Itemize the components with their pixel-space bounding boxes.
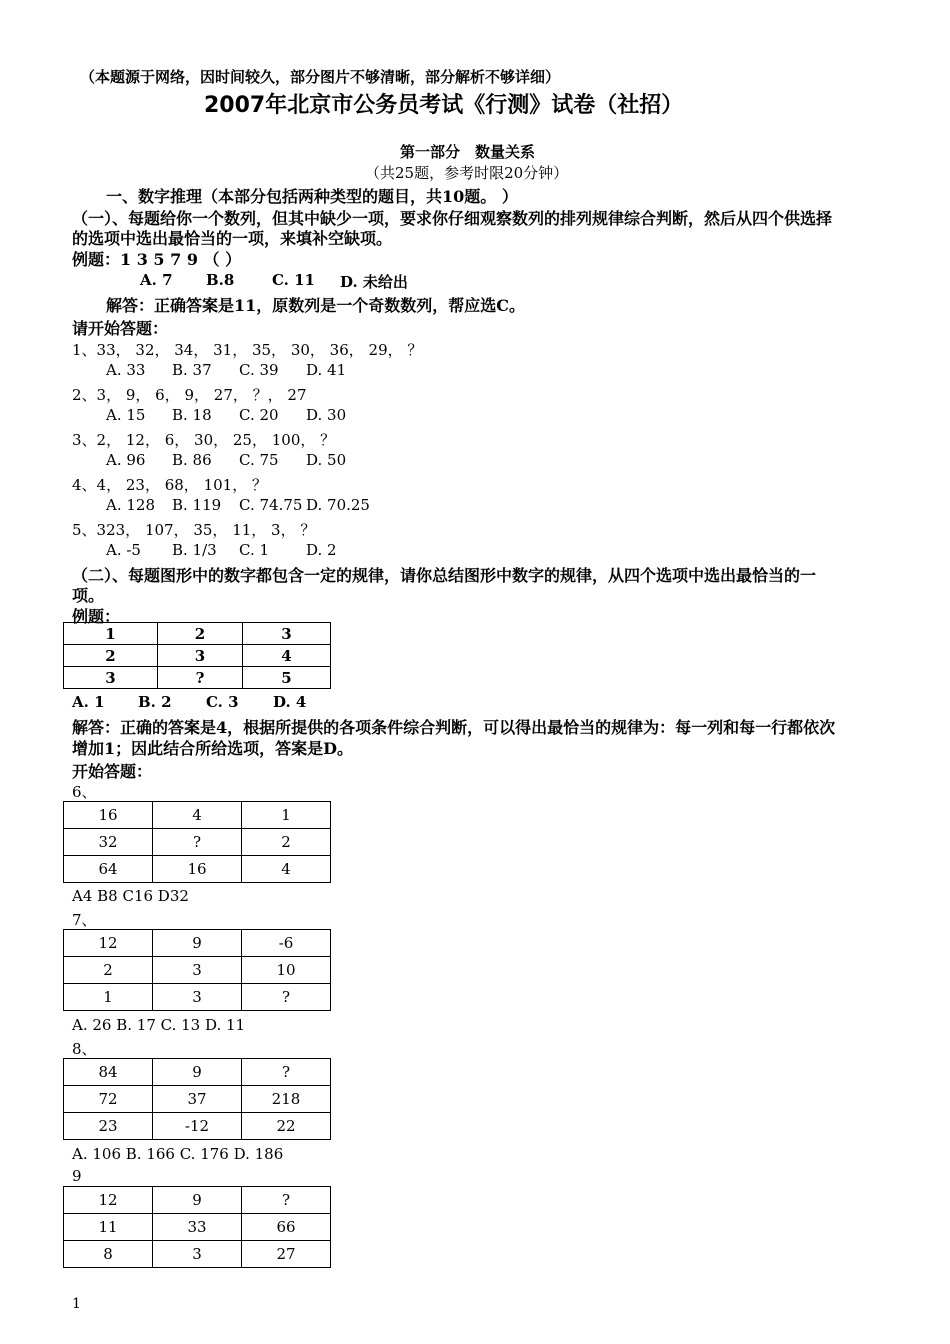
question-3-option-a: A. 96 [106,451,146,469]
section1-start: 请开始答题： [72,319,169,338]
question-6-label: 6、 [72,783,97,801]
grid-cell: 32 [64,829,153,856]
grid-cell: 10 [242,957,331,984]
question-4-option-b: B. 119 [172,496,222,514]
question-5-option-d: D. 2 [306,541,337,559]
question-2-option-c: C. 20 [239,406,279,424]
grid-cell: 23 [64,1113,153,1140]
part-subtitle: （共25题，参考时限20分钟） [365,164,569,182]
part-title: 第一部分 数量关系 [400,143,536,161]
example-grid-table [63,622,331,689]
example1-answer: 解答：正确答案是11，原数列是一个奇数数列，帮应选C。 [106,296,526,315]
question-4-option-a: A. 128 [106,496,155,514]
question-2-option-a: A. 15 [106,406,146,424]
grid-cell: 218 [242,1086,331,1113]
question-2-option-d: D. 30 [306,406,347,424]
question-5-option-c: C. 1 [239,541,270,559]
grid-cell: -12 [153,1113,242,1140]
grid-cell: 8 [64,1241,153,1268]
grid-cell: 84 [64,1059,153,1086]
question-8-table [63,1058,331,1140]
grid-cell: 16 [64,802,153,829]
grid-cell: 1 [64,623,158,645]
grid-cell: 64 [64,856,153,883]
question-3-option-b: B. 86 [172,451,212,469]
section1-intro-line2: 的选项中选出最恰当的一项，来填补空缺项。 [72,229,393,248]
grid-cell: 4 [242,856,331,883]
grid-cell: 22 [242,1113,331,1140]
grid-cell: 4 [153,802,242,829]
question-6-options: A4 B8 C16 D32 [72,887,189,905]
example1-option-c: C. 11 [272,271,315,289]
grid-cell: 11 [64,1214,153,1241]
section1-heading: 一、数字推理（本部分包括两种类型的题目，共10题。 ） [106,187,518,206]
grid-cell: 72 [64,1086,153,1113]
example2-option-a: A. 1 [72,693,105,711]
question-3-option-d: D. 50 [306,451,347,469]
grid-cell: 4 [243,645,331,667]
grid-cell: 1 [242,802,331,829]
grid-cell: 3 [64,667,158,689]
grid-cell: 37 [153,1086,242,1113]
example2-option-c: C. 3 [206,693,239,711]
grid-cell: 66 [242,1214,331,1241]
grid-cell: 12 [64,1187,153,1214]
question-9-label: 9 [72,1167,82,1185]
grid-cell: 5 [243,667,331,689]
example2-answer-line1: 解答：正确的答案是4，根据所提供的各项条件综合判断，可以得出最恰当的规律为：每一列和每一行都依次 [72,718,836,737]
grid-cell: 9 [153,1187,242,1214]
question-2-option-b: B. 18 [172,406,212,424]
question-1-option-d: D. 41 [306,361,347,379]
question-7-options: A. 26 B. 17 C. 13 D. 11 [72,1016,246,1034]
question-8-options: A. 106 B. 166 C. 176 D. 186 [72,1145,284,1163]
grid-cell: 9 [153,1059,242,1086]
example1-option-d: D. 未给出 [340,273,408,291]
grid-cell: 1 [64,984,153,1011]
question-3-stem: 3、2， 12， 6， 30， 25， 100， ？ [72,431,336,449]
grid-cell: 3 [153,984,242,1011]
example2-option-d: D. 4 [273,693,307,711]
grid-cell: ? [242,1187,331,1214]
question-1-stem: 1、33， 32， 34， 31， 35， 30， 36， 29， ？ [72,341,423,359]
question-6-table [63,801,331,883]
example1-option-a: A. 7 [140,271,173,289]
question-4-option-c: C. 74.75 [239,496,303,514]
question-2-stem: 2、3， 9， 6， 9， 27， ？， 27 [72,386,307,404]
grid-cell: 2 [242,829,331,856]
question-5-option-a: A. -5 [106,541,141,559]
section1-example-label: 例题：1 3 5 7 9 （ ） [72,250,242,269]
grid-cell: 3 [153,957,242,984]
question-3-option-c: C. 75 [239,451,279,469]
example1-option-b: B.8 [206,271,235,289]
section2-intro-line1: （二）、每题图形中的数字都包含一定的规律，请你总结图形中数字的规律，从四个选项中选出最恰当的一 [72,566,817,585]
grid-cell: ? [242,984,331,1011]
exam-title: 2007年北京市公务员考试《行测》试卷（社招） [204,93,684,118]
source-note: （本题源于网络，因时间较久，部分图片不够清晰，部分解析不够详细） [80,68,561,86]
question-9-table [63,1186,331,1268]
grid-cell: -6 [242,930,331,957]
question-5-option-b: B. 1/3 [172,541,217,559]
grid-cell: 16 [153,856,242,883]
grid-cell: 12 [64,930,153,957]
section2-example-label: 例题： [72,607,121,626]
grid-cell: 2 [64,645,158,667]
grid-cell: 3 [243,623,331,645]
question-1-option-c: C. 39 [239,361,279,379]
grid-cell: 3 [158,645,243,667]
grid-cell: ? [153,829,242,856]
question-1-option-a: A. 33 [106,361,146,379]
grid-cell: 3 [153,1241,242,1268]
question-7-label: 7、 [72,911,97,929]
section2-start: 开始答题： [72,762,153,781]
grid-cell: 33 [153,1214,242,1241]
section2-intro-line2: 项。 [72,586,105,605]
question-8-label: 8、 [72,1040,97,1058]
question-4-stem: 4、4， 23， 68， 101， ？ [72,476,267,494]
section1-intro-line1: （一）、每题给你一个数列，但其中缺少一项，要求你仔细观察数列的排列规律综合判断，然后从四个供选择 [72,209,833,228]
grid-cell: 9 [153,930,242,957]
example2-answer-line2: 增加1；因此结合所给选项，答案是D。 [72,739,354,758]
question-5-stem: 5、323， 107， 35， 11， 3， ？ [72,521,316,539]
grid-cell: ? [242,1059,331,1086]
question-1-option-b: B. 37 [172,361,212,379]
grid-cell: 2 [64,957,153,984]
grid-cell: ? [158,667,243,689]
example2-option-b: B. 2 [138,693,172,711]
grid-cell: 2 [158,623,243,645]
grid-cell: 27 [242,1241,331,1268]
question-7-table [63,929,331,1011]
page-number: 1 [72,1296,81,1312]
question-4-option-d: D. 70.25 [306,496,370,514]
